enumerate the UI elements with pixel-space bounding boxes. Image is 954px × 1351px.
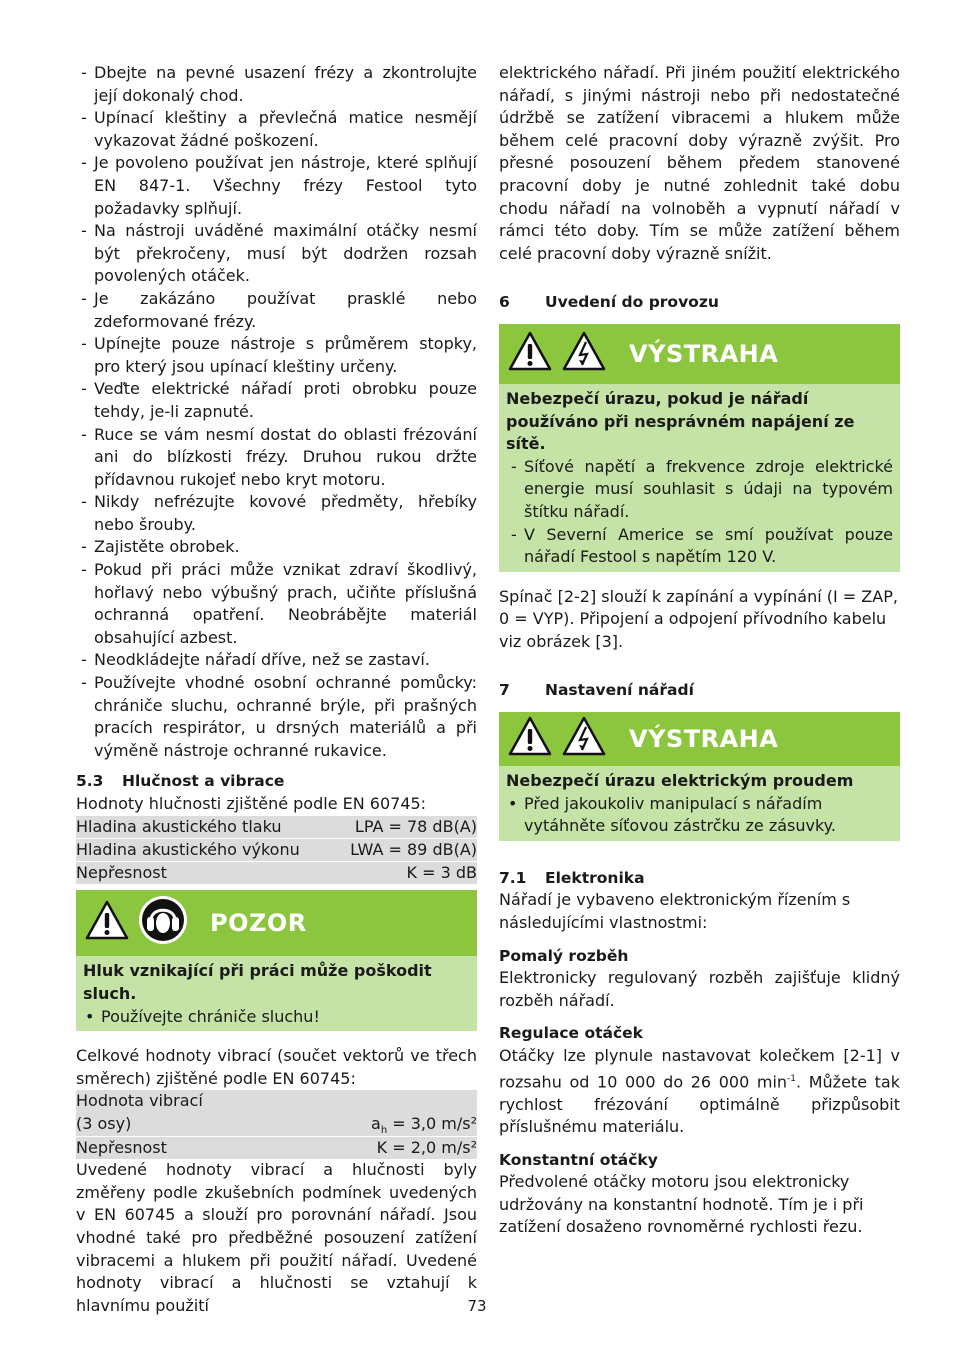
table-cell-value: K = 2,0 m/s² [376,1137,477,1157]
pozor-bold-text: Hluk vznikající při práci může poškodit sluch. [83,961,432,1003]
vibration-intro: Celkové hodnoty vibrací (součet vektorů ve třech směrech) zjištěné podle EN 60745: [76,1046,477,1088]
noise-intro: Hodnoty hlučnosti zjištěné podle EN 60745: [76,794,427,813]
list-item: - Síťové napětí a frekvence zdroje elektrické energie musí souhlasit s údaji na typovém štítku nářadí. [506,456,893,524]
pozor-body [76,956,477,1031]
continued-text: elektrického nářadí. Při jiném použití elektrického nářadí, s jinými nástroji nebo při nedostatečné údržbě se zatížení vibracemi a hlukem může během celé pracovní doby výrazně zvýšit. Pro přesné posouzení během předem stanovené pracovní doby je nutné zohlednit také dobu chodu nářadí na volnoběh a vypnutí nářadí v rámci této doby. Tím se může zatížení během celé pracovní doby výrazně snížit. [499,63,900,263]
speed-control-text: Otáčky lze plynule nastavovat kolečkem [2-1] v rozsahu od 10 000 do 26 000 $\min^{-1}$. Můžete tak rychlost frézování optimálně přizpůsobit příslušnému materiálu. [499,1046,901,1137]
warning-bold-text: Nebezpečí úrazu elektrickým proudem [506,771,854,791]
table-cell-label: Hladina akustického výkonu [76,839,300,859]
vibration-text: Uvedené hodnoty vibrací a hlučnosti byly změřeny podle zkušebních podmínek uvedených v EN 60745 a slouží pro porovnání nářadí. Jsou vhodné také pro předběžné posouzení zatížení vibracemi a hlukem při použití nářadí. Uvedené hodnoty vibrací a hlučnosti se vztahují k hlavnímu použití [76,1160,477,1315]
warning-triangle-icon [507,715,553,764]
table-cell-value: $a_h = 3,0$ m/s² [371,1114,477,1137]
pozor-box [76,890,477,1031]
table-cell-label: Nepřesnost [76,1137,167,1157]
soft-start-text: Elektronicky regulovaný rozběh zajišťuje klidný rozběh nářadí. [499,968,900,1010]
section-number: 6 [499,293,510,312]
warning-body [499,384,900,572]
section-heading-6 [499,291,900,314]
left-column [76,62,477,1317]
right-column [499,62,900,1239]
list-item: - Upínací kleštiny a převlečná matice nesmějí vykazovat žádné poškození. [76,107,477,152]
list-item: - Zajistěte obrobek. [76,536,477,559]
section-number: 7 [499,681,510,700]
list-item: - Dbejte na pevné usazení frézy a zkontrolujte její dokonalý chod. [76,62,477,107]
section-title: Hlučnost a vibrace [122,772,285,791]
warning-bold-text: Nebezpečí úrazu, pokud je nářadí používáno při nesprávném napájení ze sítě. [506,388,855,454]
section-heading-7-1 [499,867,900,890]
list-item: - V Severní Americe se smí používat pouze nářadí Festool s napětím 120 V. [506,524,893,569]
warning-title: VÝSTRAHA [629,724,779,753]
vibration-table [76,1090,477,1159]
list-item: - Je zakázáno používat prasklé nebo zdeformované frézy. [76,288,477,333]
soft-start-heading: Pomalý rozběh [499,946,629,965]
warning-list [506,793,893,838]
warning-body [499,766,900,841]
constant-speed-heading: Konstantní otáčky [499,1150,658,1169]
list-item: - Je povoleno používat jen nástroje, které splňují EN 847-1. Všechny frézy Festool tyto požadavky splňují. [76,152,477,220]
table-row [76,839,477,862]
table-row [76,1090,477,1113]
list-item: • Před jakoukoliv manipulací s nářadím vytáhněte síťovou zástrčku ze zásuvky. [506,793,893,838]
table-cell-label: Nepřesnost [76,862,167,882]
section-title: Nastavení nářadí [545,681,694,700]
table-row [76,862,477,885]
section-number: 5.3 [76,772,104,791]
list-item: - Na nástroji uváděné maximální otáčky nesmí být překročeny, musí být dodržen rozsah povolených otáček. [76,220,477,288]
table-row [76,1113,477,1136]
warning-list [506,456,893,569]
list-item: - Ruce se vám nesmí dostat do oblasti frézování ani do blízkosti frézy. Druhou rukou držte přídavnou rukojeť nebo kryt motoru. [76,424,477,492]
table-cell-label: Hodnota vibrací [76,1091,203,1111]
electronics-intro: Nářadí je vybaveno elektronickým řízením s následujícími vlastnostmi: [499,890,851,933]
list-item: - Neodkládejte nářadí dříve, než se zastaví. [76,649,477,672]
table-row [76,1137,477,1160]
warning-box-2 [499,712,900,841]
list-item: - Veďte elektrické nářadí proti obrobku pouze tehdy, je-li zapnuté. [76,378,477,423]
table-row [76,816,477,839]
section-heading-5-3 [76,770,477,793]
list-item: - Používejte vhodné osobní ochranné pomůcky: chrániče sluchu, ochranné brýle, při prašných pracích respirátor, u drsných materiálů a při výměně nástroje ochranné rukavice. [76,672,477,762]
pozor-header [76,890,477,956]
speed-control-heading: Regulace otáček [499,1024,643,1043]
section-number: 7.1 [499,868,527,887]
list-item: • Používejte chrániče sluchu! [83,1006,470,1029]
warning-triangle-icon [84,899,130,948]
electric-hazard-icon [561,330,607,379]
pozor-list [83,1006,470,1029]
switch-text: Spínač [2-2] slouží k zapínání a vypínání (I = ZAP, 0 = VYP). Připojení a odpojení přívodního kabelu viz obrázek [3]. [499,586,898,651]
section-heading-7 [499,679,900,702]
list-item: - Upínejte pouze nástroje s průměrem stopky, pro který jsou upínací kleštiny určeny. [76,333,477,378]
section-title: Uvedení do provozu [545,293,719,312]
warning-triangle-icon [507,330,553,379]
noise-table [76,816,477,885]
table-cell-value: LPA = 78 dB(A) [354,816,477,836]
warning-box-1 [499,324,900,572]
ear-protection-icon [138,895,188,952]
warning-header [499,712,900,766]
safety-list [76,62,477,762]
table-cell-value: K = 3 dB [406,862,477,882]
pozor-title: POZOR [210,909,307,938]
warning-title: VÝSTRAHA [629,339,779,368]
table-cell-value: LWA = 89 dB(A) [350,839,477,859]
warning-header [499,324,900,384]
page-number: 73 [467,1297,487,1315]
list-item: - Nikdy nefrézujte kovové předměty, hřebíky nebo šrouby. [76,491,477,536]
electric-hazard-icon [561,715,607,764]
table-cell-label: Hladina akustického tlaku [76,816,282,836]
section-title: Elektronika [545,868,645,887]
table-cell-label: (3 osy) [76,1114,132,1134]
list-item: - Pokud při práci může vznikat zdraví škodlivý, hořlavý nebo výbušný prach, učiňte příslušná ochranná opatření. Neobrábějte materiál obsahující azbest. [76,559,477,649]
constant-speed-text: Předvolené otáčky motoru jsou elektronicky udržovány na konstantní hodnotě. Tím je i při zatížení dosaženo rovnoměrné rychlosti řezu. [499,1172,864,1237]
